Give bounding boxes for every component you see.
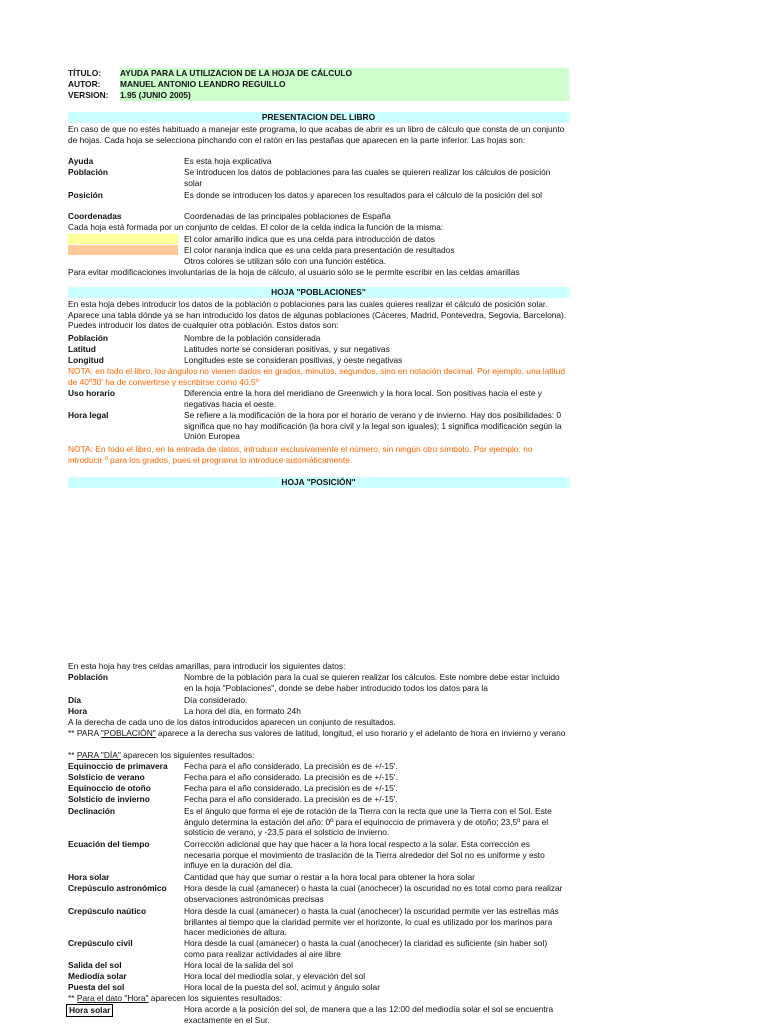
para-poblacion-prefix: ** PARA xyxy=(68,728,101,738)
term-longitud: Longitud xyxy=(68,355,104,365)
desc-sol-invierno: Fecha para el año considerado. La precisión es de +/-15'. xyxy=(184,794,398,804)
term-declinacion: Declinación xyxy=(68,806,116,816)
desc-crep-civil: Hora desde la cual (amanecer) o hasta la cual (anochecer) la claridad es suficiente (sin haber sol) como para realizar actividades al aire libre xyxy=(184,938,548,959)
author-key: AUTOR: xyxy=(68,79,101,89)
term-posicion: Posición xyxy=(68,190,103,200)
desc-crep-astronomico: Hora desde la cual (amanecer) o hasta la cual (anochecer) la oscuridad no es total como para realizar observaciones astronómicas precisas xyxy=(184,883,563,904)
term-crep-civil: Crepúsculo civil xyxy=(68,938,133,948)
desc-hora-solar: Cantidad que hay que sumar o restar a la hora local para obtener la hora solar xyxy=(184,872,475,882)
version-key: VERSION: xyxy=(68,90,109,100)
para-hora-label: Para el dato "Hora" xyxy=(76,993,149,1003)
section-heading-poblaciones: HOJA "POBLACIONES" xyxy=(68,287,569,298)
sec2-intro: En esta hoja debes introducir los datos de la población o poblaciones para las cuales quieres realizar el cálculo de posición solar. Aparece una tabla dónde ya se han introducido los datos de algunas poblaciones (Cáceres, Madrid, Pontevedra, Segovia, Barcelona). Puedes introducir los datos de cualquier otra población. Estos datos son: xyxy=(68,299,567,331)
desc-longitud: Longitudes este se consideran positivas, y oeste negativas xyxy=(184,355,403,365)
desc-hora-legal: Se refiere a la modificación de la hora por el horario de verano y de invierno. Hay dos posibilidades: 0 significa que no hay modificación (la hora civil y la legal son iguales); 1 significa modificación según la Unión Europea xyxy=(184,410,562,442)
para-hora-text: aparecen los siguientes resultados: xyxy=(148,993,283,1003)
term-coordenadas: Coordenadas xyxy=(68,211,122,221)
para-poblacion-text: aparece a la derecha sus valores de latitud, longitud, el uso horario y el adelanto de hora en invierno y verano xyxy=(155,728,566,738)
yellow-swatch xyxy=(68,234,178,244)
blank-area xyxy=(68,492,569,658)
term-hora-solar-2[interactable]: Hora solar xyxy=(66,1004,113,1017)
desc-mediodia-solar: Hora local del mediodía solar, y elevación del sol xyxy=(184,971,366,981)
title-key: TÍTULO: xyxy=(68,68,102,78)
term-poblacion-3: Población xyxy=(68,672,109,682)
term-crep-astronomico: Crepúsculo astronómico xyxy=(68,883,167,893)
desc-hora-solar-2: Hora acorde a la posición del sol, de manera que a las 12:00 del mediodía solar el sol se encuentra exactamente en el Sur. xyxy=(184,1004,554,1025)
term-dia: Día xyxy=(68,695,82,705)
term-sol-verano: Solsticio de verano xyxy=(68,772,145,782)
term-hora-legal: Hora legal xyxy=(68,410,109,420)
desc-latitud: Latitudes norte se consideran positivas, y sur negativas xyxy=(184,344,390,354)
para-dia-label: PARA "DÍA" xyxy=(76,750,121,760)
para-dia-text: aparecen los siguientes resultados: xyxy=(120,750,255,760)
desc-puesta-sol: Hora local de la puesta del sol, acimut y ángulo solar xyxy=(184,982,380,992)
desc-salida-sol: Hora local de la salida del sol xyxy=(184,960,293,970)
para-dia-prefix: ** xyxy=(68,750,77,760)
term-ecuacion-tiempo: Ecuación del tiempo xyxy=(68,839,150,849)
para-dia xyxy=(68,750,568,761)
term-eq-otono: Equinoccio de otoño xyxy=(68,783,151,793)
desc-sol-verano: Fecha para el año considerado. La precisión es de +/-15'. xyxy=(184,772,398,782)
term-salida-sol: Salida del sol xyxy=(68,960,122,970)
term-poblacion-2: Población xyxy=(68,333,109,343)
sec3-intro: En esta hoja hay tres celdas amarillas, para introducir los siguientes datos: xyxy=(68,661,346,671)
other-colors-desc: Otros colores se utilizan sólo con una función estética. xyxy=(184,256,387,266)
desc-eq-otono: Fecha para el año considerado. La precisión es de +/-15'. xyxy=(184,783,398,793)
term-puesta-sol: Puesta del sol xyxy=(68,982,125,992)
note-angles: NOTA: en todo el libro, los ángulos no vienen dados en grados, minutos, segundos, sino en notación decimal. Por ejemplo, una latitud de 40º30' ha de convertirse y escribirse como 40,5º xyxy=(68,366,566,387)
section-heading-posicion: HOJA "POSICIÓN" xyxy=(68,477,569,488)
results-note: A la derecha de cada uno de los datos introducidos aparecen un conjunto de resultados. xyxy=(68,717,396,727)
para-poblacion-label: "POBLACIÓN" xyxy=(100,728,156,738)
desc-eq-primavera: Fecha para el año considerado. La precisión es de +/-15'. xyxy=(184,761,398,771)
orange-swatch xyxy=(68,245,178,255)
desc-poblacion-3: Nombre de la población para la cual se quieren realizar los cálculos. Este nombre debe estar incluido en la hoja "Poblaciones", donde se debe haber introducido todos los datos para la xyxy=(184,672,560,693)
desc-declinacion: Es el ángulo que forma el eje de rotación de la Tierra con la recta que une la Tierra con el Sol. Este ángulo determina la estación del año: 0º para el equinoccio de primavera y de otoño; 23,5º para el solsticio de verano, y -23,5 para el solsticio de invierno. xyxy=(184,806,552,838)
avoid-note: Para evitar modificaciones involuntarias de la hoja de cálculo, al usuario sólo se le permite escribir en las celdas amarillas xyxy=(68,267,520,277)
term-uso-horario: Uso horario xyxy=(68,388,115,398)
term-latitud: Latitud xyxy=(68,344,96,354)
title-value: AYUDA PARA LA UTILIZACION DE LA HOJA DE CÁLCULO xyxy=(120,68,353,78)
sec1-intro: En caso de que no estés habituado a manejar este programa, lo que acabas de abrir es un libro de cálculo que consta de un conjunto de hojas. Cada hoja se selecciona pinchando con el ratón en las pestañas que aparecen en la parte inferior. Las hojas son: xyxy=(68,124,565,145)
para-hora xyxy=(68,993,568,1004)
section-heading-presentacion: PRESENTACION DEL LIBRO xyxy=(68,112,569,123)
para-poblacion xyxy=(68,728,568,739)
desc-coordenadas: Coordenadas de las principales poblaciones de España xyxy=(184,211,391,221)
yellow-desc: El color amarillo indica que es una celda para introducción de datos xyxy=(184,234,435,244)
desc-poblacion-2: Nombre de la población considerada xyxy=(184,333,321,343)
term-mediodia-solar: Mediodía solar xyxy=(68,971,127,981)
term-sol-invierno: Solsticio de invierno xyxy=(68,794,150,804)
desc-dia: Día considerado. xyxy=(184,695,248,705)
version-value: 1.95 (JUNIO 2005) xyxy=(120,90,191,100)
term-hora-solar: Hora solar xyxy=(68,872,110,882)
desc-uso-horario: Diferencia entre la hora del meridiano de Greenwich y la hora local. Son positivas hacia el este y negativas hacia el oeste. xyxy=(184,388,542,409)
term-ayuda: Ayuda xyxy=(68,156,94,166)
term-eq-primavera: Equinoccio de primavera xyxy=(68,761,168,771)
para-hora-prefix: ** xyxy=(68,993,77,1003)
term-poblacion: Población xyxy=(68,167,109,177)
note-entry: NOTA: En todo el libro, en la entrada de datos, introducir exclusivamente el número, sin ningún otro símbolo. Por ejemplo: no introducir º para los grados, pues el programa lo introduce automáticamente. xyxy=(68,444,533,465)
desc-hora: La hora del día, en formato 24h xyxy=(184,706,301,716)
desc-posicion: Es donde se introducen los datos y aparecen los resultados para el cálculo de la posición del sol xyxy=(184,190,543,200)
term-crep-nautico: Crepúsculo naútico xyxy=(68,906,147,916)
term-hora: Hora xyxy=(68,706,88,716)
desc-ayuda: Es esta hoja explicativa xyxy=(184,156,272,166)
desc-crep-nautico: Hora desde la cual (amanecer) o hasta la cual (anochecer) la oscuridad permite ver las estrellas más brillantes al tiempo que la claridad permite ver el horizonte, lo cual es utilizado por los marinos para hacer mediciones de altura. xyxy=(184,906,559,938)
desc-poblacion: Se introducen los datos de poblaciones para las cuales se quieren realizar los cálculos de posición solar xyxy=(184,167,551,188)
orange-desc: El color naranja indica que es una celda para presentación de resultados xyxy=(184,245,455,255)
cells-intro: Cada hoja está formada por un conjunto de celdas. El color de la celda indica la función de la misma: xyxy=(68,222,444,232)
author-value: MANUEL ANTONIO LEANDRO REGUILLO xyxy=(120,79,286,89)
desc-ecuacion-tiempo: Corrección adicional que hay que hacer a la hora local respecto a la solar. Esta corrección es necesaria porque el movimiento de traslación de la Tierra alrededor del Sol no es uniforme y esto influye en la duración del día. xyxy=(184,839,545,871)
